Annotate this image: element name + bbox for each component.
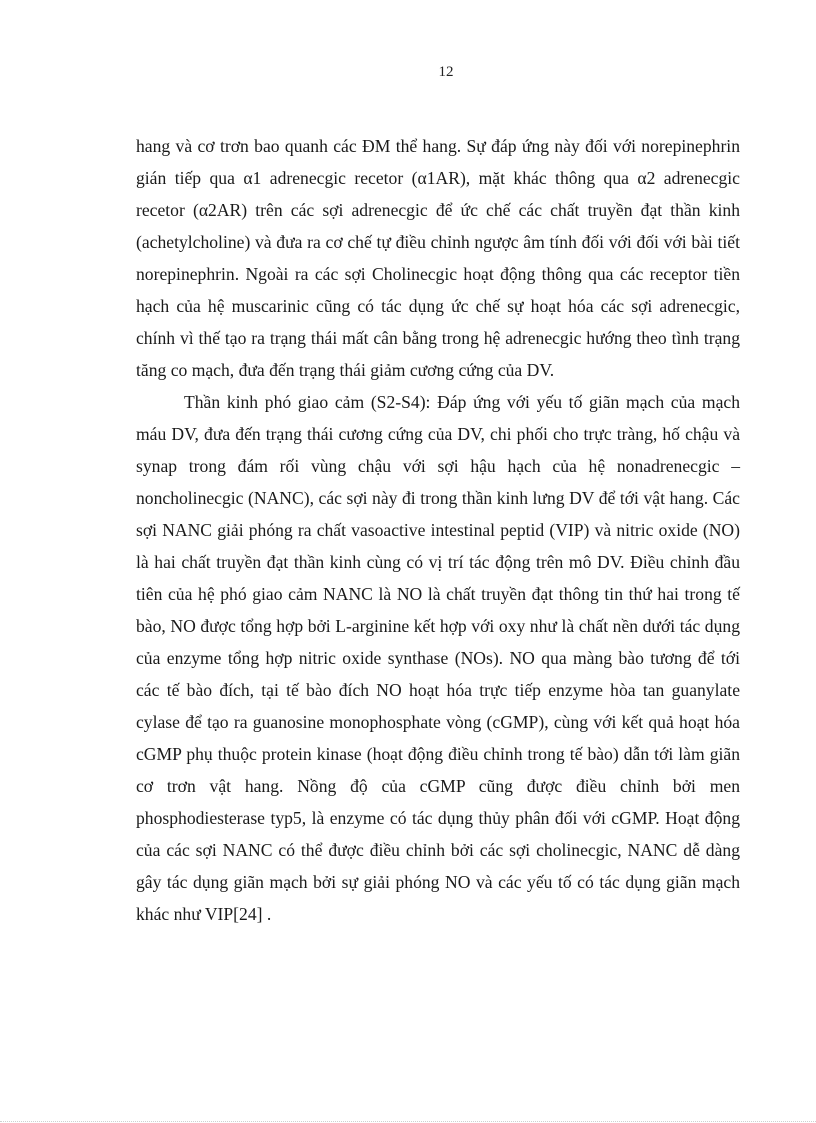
paragraph-parasympathetic: Thần kinh phó giao cảm (S2-S4): Đáp ứng với yếu tố giãn mạch của mạch máu DV, đưa đến trạng thái cương cứng của DV, chi phối cho trực tràng, hố chậu và synap trong đám rối vùng chậu với sợi hậu hạch của hệ nonadrenecgic – noncholinecgic (NANC), các sợi này đi trong thần kinh lưng DV để tới vật hang. Các sợi NANC giải phóng ra chất vasoactive intestinal peptid (VIP) và nitric oxide (NO) là hai chất truyền đạt thần kinh cùng có vị trí tác động trên mô DV. Điều chỉnh đầu tiên của hệ phó giao cảm NANC là NO là chất truyền đạt thông tin thứ hai trong tế bào, NO được tổng hợp bởi L-arginine kết hợp với oxy như là chất nền dưới tác dụng của enzyme tổng hợp nitric oxide synthase (NOs). NO qua màng bào tương để tới các tế bào đích, tại tế bào đích NO hoạt hóa trực tiếp enzyme hòa tan guanylate cylase để tạo ra guanosine monophosphate vòng (cGMP), cùng với kết quả hoạt hóa cGMP phụ thuộc protein kinase (hoạt động điều chỉnh trong tế bào) dẫn tới làm giãn cơ trơn vật hang. Nồng độ của cGMP cũng được điều chỉnh bởi men phosphodiesterase typ5, là enzyme có tác dụng thủy phân đối với cGMP. Hoạt động của các sợi NANC có thể được điều chỉnh bởi các sợi cholinecgic, NANC dễ dàng gây tác dụng giãn mạch bởi sự giải phóng NO và các yếu tố có tác dụng giãn mạch khác như VIP[24] . [136, 392, 740, 924]
paragraph-adrenergic: hang và cơ trơn bao quanh các ĐM thể hang. Sự đáp ứng này đối với norepinephrin gián tiếp qua α1 adrenecgic recetor (α1AR), mặt khác thông qua α2 adrenecgic recetor (α2AR) trên các sợi adrenecgic để ức chế các chất truyền đạt thần kinh (achetylcholine) và đưa ra cơ chế tự điều chỉnh ngược âm tính đối với đối với bài tiết norepinephrin. Ngoài ra các sợi Cholinecgic hoạt động thông qua các receptor tiền hạch của hệ muscarinic cũng có tác dụng ức chế sự hoạt hóa các sợi adrenecgic, chính vì thế tạo ra trạng thái mất cân bằng trong hệ adrenecgic hướng theo tình trạng tăng co mạch, đưa đến trạng thái giảm cương cứng của DV. [136, 136, 740, 380]
page-number: 12 [438, 64, 454, 80]
body-text [136, 130, 740, 930]
page-bottom-divider [0, 1121, 816, 1122]
